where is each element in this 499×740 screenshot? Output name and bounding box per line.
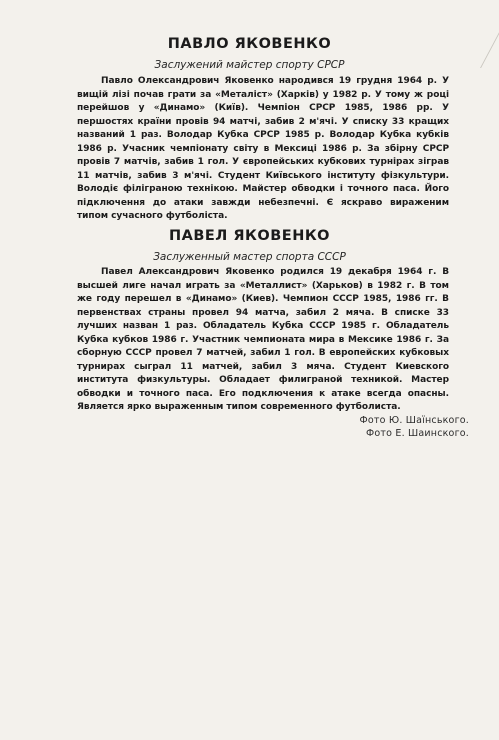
russian-heading: ПАВЕЛ ЯКОВЕНКО — [168, 228, 331, 244]
photo-credit-russian: Фото Е. Шаинского. — [366, 428, 469, 439]
photo-credit-ukrainian: Фото Ю. Шаїнського. — [359, 415, 469, 426]
russian-subheading: Заслуженный мастер спорта СССР — [153, 251, 346, 263]
russian-biography: Павел Александрович Яковенко родился 19 декабря 1964 г. В высшей лиге начал играть за «Металлист» (Харьков) в 1982 г. В том же году перешел в «Динамо» (Киев). Чемпион СССР 1985, 1986 гг. В первенствах страны провел 94 матча, забил 2 мяча. В списке 33 лучших назван 1 раз. Обладатель Кубка СССР 1985 г. Обладатель Кубка кубков 1986 г. Участник чемпионата мира в Мексике 1986 г. За сборную СССР провел 7 матчей, забил 1 гол. В европейских кубковых турнирах сыграл 11 матчей, забил 3 мяча. Студент Киевского института физкультуры. Обладает филиграной техникой. Мастер обводки и точного паса. Его подключения к атаке всегда опасны. Является ярко выраженным типом современного футболиста. — [77, 267, 449, 413]
ukrainian-subheading: Заслужений майстер спорту СРСР — [154, 59, 345, 71]
ukrainian-heading: ПАВЛО ЯКОВЕНКО — [167, 36, 332, 52]
ukrainian-biography: Павло Олександрович Яковенко народився 19 грудня 1964 р. У вищій лізі почав грати за «Металіст» (Харків) у 1982 р. У тому ж році перейшов у «Динамо» (Київ). Чемпіон СРСР 1985, 1986 рр. У першостях країни провів 94 матчі, забив 2 м'ячі. У списку 33 кращих названий 1 раз. Володар Кубка СРСР 1985 р. Володар Кубка кубків 1986 р. Учасник чемпіонату світу в Мексиці 1986 р. За збірну СРСР провів 7 матчів, забив 1 гол. У європейських кубкових турнірах зіграв 11 матчів, забив 3 м'ячі. Студент Київського інституту фізкультури. Володіє філіграною технікою. Майстер обводки і точного паса. Його підключення до атаки завжди небезпечні. Є яскраво вираженим типом сучасного футболіста. — [77, 76, 449, 222]
photo-credits — [269, 414, 469, 440]
